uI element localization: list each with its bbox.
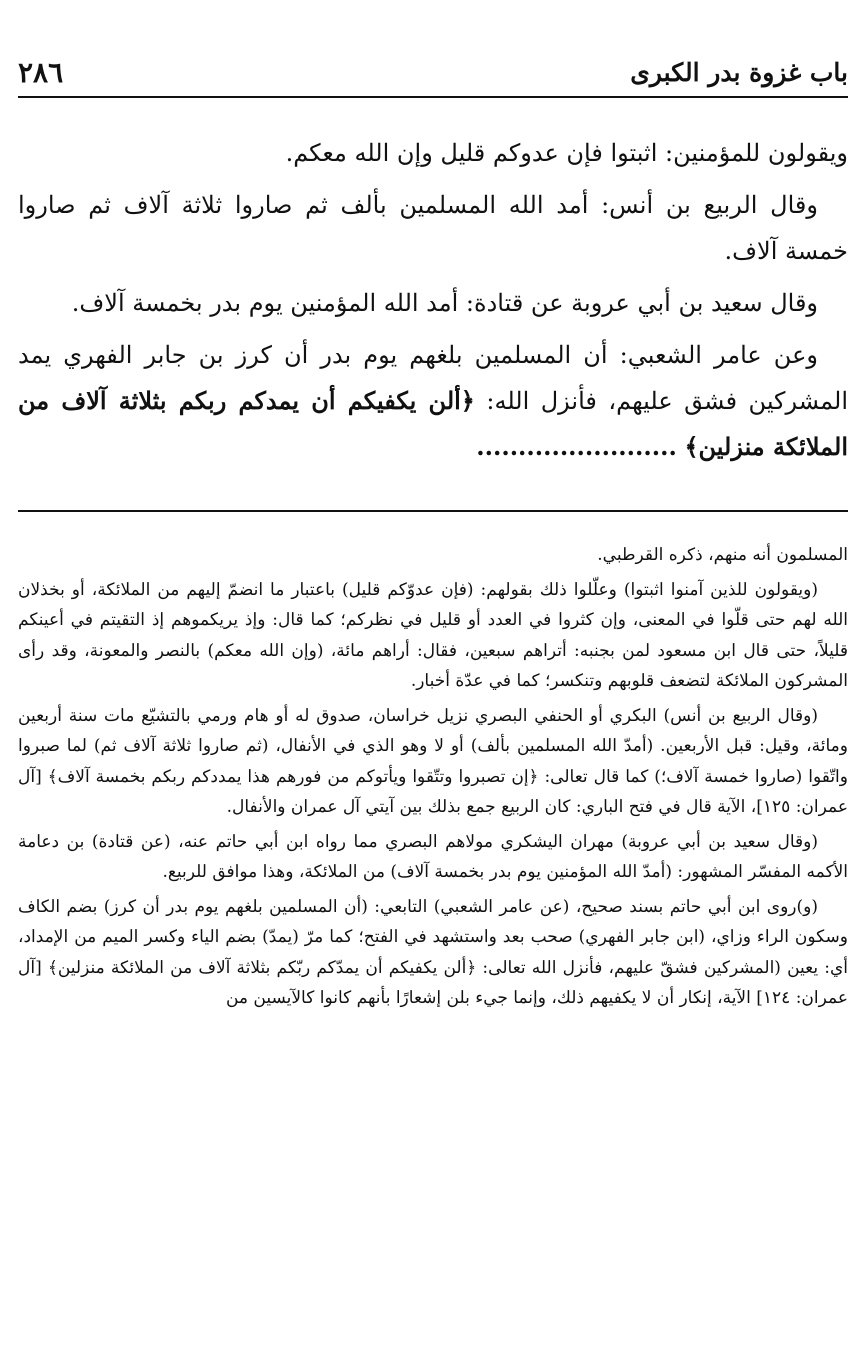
main-paragraph: وعن عامر الشعبي: أن المسلمين بلغهم يوم بدر أن كرز بن جابر الفهري يمد المشركين فشق عليهم، فأنزل الله: ﴿ألن يكفيكم أن يمدكم ربكم بثلاثة آلاف من الملائكة منزلين﴾ ........................ [18, 341, 848, 461]
main-paragraph: وقال الربيع بن أنس: أمد الله المسلمين بألف ثم صاروا ثلاثة آلاف ثم صاروا خمسة آلاف. [18, 191, 848, 265]
commentary-paragraph: (و)روى ابن أبي حاتم بسند صحيح، (عن عامر الشعبي) التابعي: (أن المسلمين بلغهم يوم بدر أن كرز) بضم الكاف وسكون الراء وزاي، (ابن جابر الفهري) صحب بعد واستشهد في الفتح؛ كما مرّ (يمدّ) بضم الياء وكسر الميم من الإمداد، أي: يعين (المشركين فشقّ عليهم، فأنزل الله تعالى: ﴿ألن يكفيكم أن يمدّكم ربّكم بثلاثة آلاف من الملائكة منزلين﴾ [آل عمران: ١٢٤] الآية، إنكار أن لا يكفيهم ذلك، وإنما جيء بلن إشعارًا بأنهم كانوا كالآيسين من [18, 896, 848, 1008]
commentary-paragraph: (وقال الربيع بن أنس) البكري أو الحنفي البصري نزيل خراسان، صدوق له أو هام ورمي بالتشيّع مات سنة أربعين ومائة، وقيل: قبل الأربعين. (أمدّ الله المسلمين بألف) أو لا وهو الذي في الأنفال، (ثم صاروا ثلاثة آلاف ثم) لما صبروا واتّقوا (صاروا خمسة آلاف؛) كما قال تعالى: ﴿إن تصبروا وتتّقوا ويأتوكم من فورهم هذا يمددكم ربكم بخمسة آلاف﴾ [آل عمران: ١٢٥]، الآية قال في فتح الباري: كان الربيع جمع بذلك بين آيتي آل عمران والأنفال. [18, 705, 848, 817]
page-number: ٢٨٦ [18, 55, 64, 89]
main-paragraph: وقال سعيد بن أبي عروبة عن قتادة: أمد الله المؤمنين يوم بدر بخمسة آلاف. [71, 289, 818, 317]
header-rule [18, 96, 848, 98]
commentary-text [18, 540, 848, 1018]
main-paragraph: ويقولون للمؤمنين: اثبتوا فإن عدوكم قليل وإن الله معكم. [285, 139, 848, 167]
commentary-divider [18, 510, 848, 512]
main-text [18, 130, 848, 476]
commentary-paragraph: (ويقولون للذين آمنوا اثبتوا) وعلّلوا ذلك بقولهم: (فإن عدوّكم قليل) باعتبار ما انضمّ إليهم من الملائكة، أو بخذلان الله لهم حتى قلّوا في المعنى، وإن كثروا في العدد أو قليل في نظركم؛ كما قال: وإذ يريكموهم إذ التقيتم في أعينكم قليلاً، حتى قال ابن مسعود لمن بجنبه: أتراهم سبعين، فقال: أراهم مائة، (وإن الله معكم) بالنصر والمعونة، وقد رأى المشركون الملائكة لتضعف قلوبهم وتنكسر؛ كما في عدّة أخبار. [18, 579, 848, 691]
commentary-paragraph: المسلمون أنه منهم، ذكره القرطبي. [597, 545, 848, 565]
running-title: باب غزوة بدر الكبرى [630, 57, 848, 87]
commentary-paragraph: (وقال سعيد بن أبي عروبة) مهران اليشكري مولاهم البصري مما رواه ابن أبي حاتم عنه، (عن قتادة) بن دعامة الأكمه المفسّر المشهور: (أمدّ الله المؤمنين يوم بدر بخمسة آلاف) من الملائكة، وهذا موافق للربيع. [18, 831, 848, 882]
page-header [18, 52, 848, 92]
quran-quote: ﴿ألن يكفيكم أن يمدكم ربكم بثلاثة آلاف من الملائكة منزلين﴾ [18, 386, 848, 461]
continuation-dots: ........................ [476, 432, 677, 461]
